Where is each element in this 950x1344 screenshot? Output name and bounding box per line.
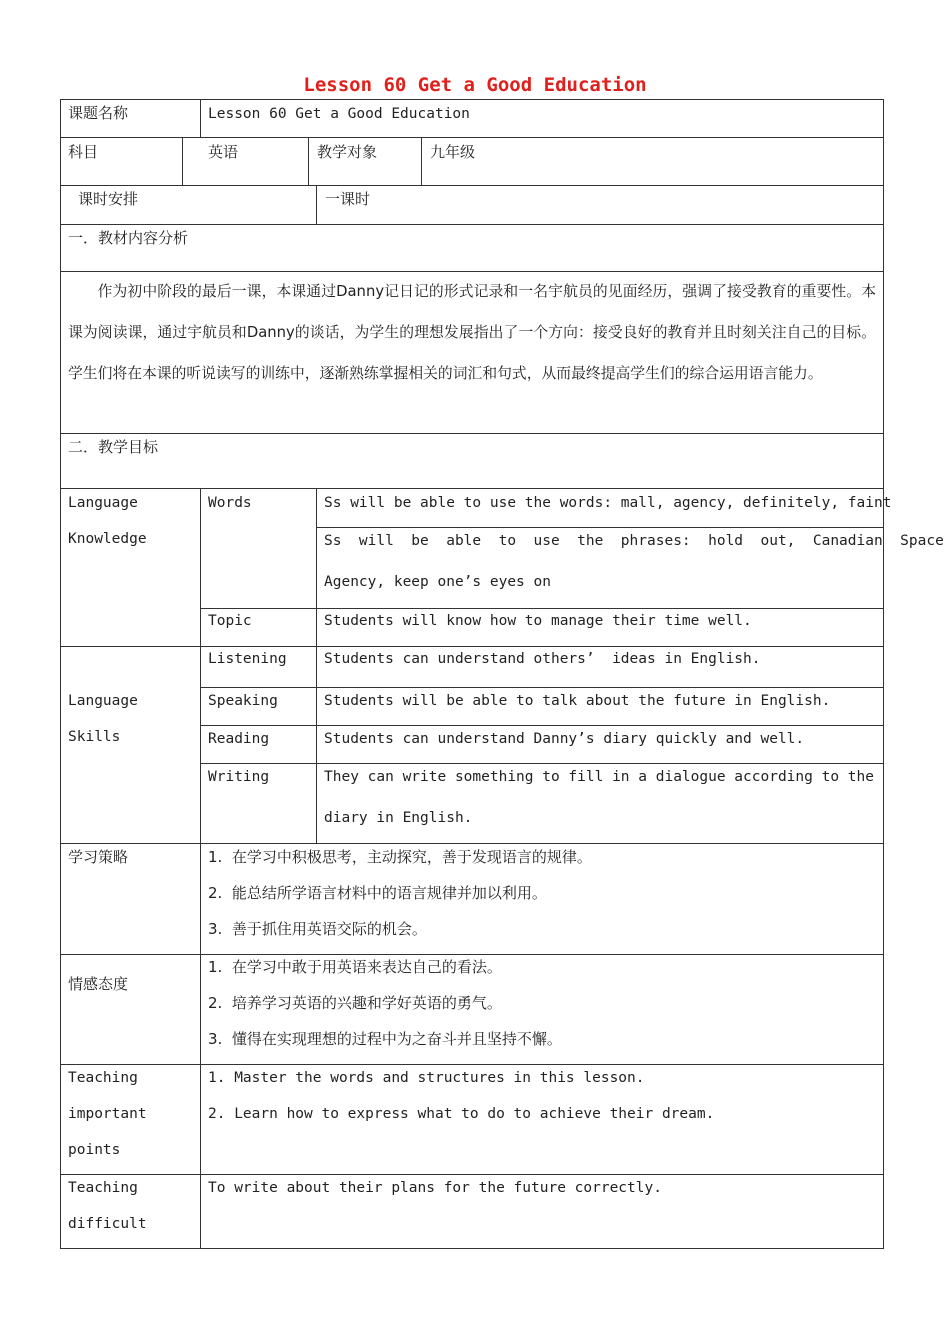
important-label-line3: points (68, 1142, 121, 1158)
subject-value: 英语 (208, 143, 239, 161)
section2-heading: 二．教学目标 (68, 438, 159, 456)
course-value: Lesson 60 Get a Good Education (208, 106, 470, 122)
phrases-goal-line1: Ss will be able to use the phrases: hold out, Canadian Space (324, 533, 944, 549)
writing-goal-line2: diary in English. (324, 810, 473, 826)
section1-heading: 一．教材内容分析 (68, 229, 189, 247)
strategy-label: 学习策略 (68, 848, 129, 866)
words-goal: Ss will be able to use the words: mall, agency, definitely, faint (324, 495, 892, 511)
attitude-item: 2. 培养学习英语的兴趣和学好英语的勇气。 (208, 994, 502, 1012)
important-label-line1: Teaching (68, 1070, 138, 1086)
important-item: 1. Master the words and structures in this lesson. (208, 1070, 645, 1086)
words-label: Words (208, 495, 252, 511)
audience-label: 教学对象 (317, 143, 378, 161)
attitude-label: 情感态度 (68, 975, 129, 993)
subject-label: 科目 (68, 143, 99, 161)
attitude-item: 1. 在学习中敢于用英语来表达自己的看法。 (208, 958, 502, 976)
strategy-item: 2. 能总结所学语言材料中的语言规律并加以利用。 (208, 884, 547, 902)
schedule-value: 一课时 (325, 190, 371, 208)
reading-goal: Students can understand Danny’s diary quickly and well. (324, 731, 805, 747)
schedule-label: 课时安排 (78, 190, 139, 208)
listening-goal: Students can understand others’ ideas in English. (324, 651, 761, 667)
important-item: 2. Learn how to express what to do to achieve their dream. (208, 1106, 715, 1122)
knowledge-label-line2: Knowledge (68, 531, 147, 547)
topic-label: Topic (208, 613, 252, 629)
audience-value-cell (421, 137, 884, 186)
attitude-item: 3. 懂得在实现理想的过程中为之奋斗并且坚持不懈。 (208, 1030, 562, 1048)
audience-value: 九年级 (430, 143, 476, 161)
skills-label-line1: Language (68, 693, 138, 709)
difficult-label-line2: difficult (68, 1216, 147, 1232)
knowledge-label-line1: Language (68, 495, 138, 511)
subject-value-cell (182, 137, 309, 186)
writing-label: Writing (208, 769, 270, 785)
phrases-goal-line2: Agency, keep one’s eyes on (324, 574, 551, 590)
schedule-value-cell (316, 185, 884, 225)
difficult-text: To write about their plans for the future correctly. (208, 1180, 662, 1196)
document-title: Lesson 60 Get a Good Education (303, 74, 647, 96)
attitude-label-cell (60, 954, 201, 1065)
strategy-item: 3. 善于抓住用英语交际的机会。 (208, 920, 427, 938)
speaking-label: Speaking (208, 693, 278, 709)
topic-goal: Students will know how to manage their time well. (324, 613, 752, 629)
section2-heading-cell (60, 433, 884, 489)
important-label-line2: important (68, 1106, 147, 1122)
strategy-item: 1. 在学习中积极思考，主动探究，善于发现语言的规律。 (208, 848, 592, 866)
skills-label-line2: Skills (68, 729, 121, 745)
reading-label: Reading (208, 731, 270, 747)
course-label: 课题名称 (68, 104, 129, 122)
speaking-goal: Students will be able to talk about the future in English. (324, 693, 831, 709)
listening-label: Listening (208, 651, 287, 667)
difficult-label-line1: Teaching (68, 1180, 138, 1196)
analysis-paragraph: 作为初中阶段的最后一课，本课通过Danny记日记的形式记录和一名宇航员的见面经历，强调了接受教育的重要性。本课为阅读课，通过宇航员和Danny的谈话，为学生的理想发展指出了一个方向：接受良好的教育并且时刻关注自己的目标。学生们将在本课的听说读写的训练中，逐渐熟练掌握相关的词汇和句式，从而最终提高学生们的综合运用语言能力。 (68, 283, 876, 382)
writing-goal-line1: They can write something to fill in a dialogue according to the (324, 769, 874, 785)
